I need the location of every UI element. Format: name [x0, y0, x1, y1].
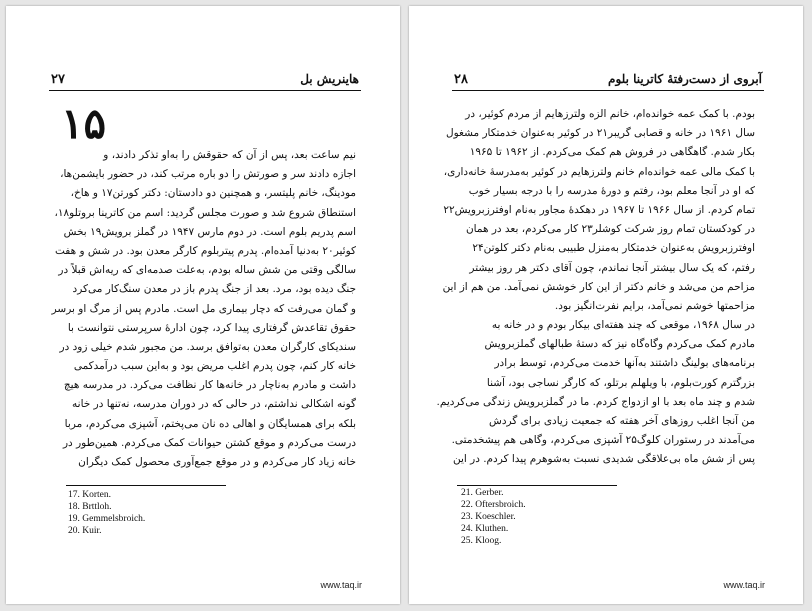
text-line: اوفترزبرویش به‌عنوان خدمتکار به‌منزل طبیبی به‌نام دکتر کلوتن۲۴ [472, 242, 755, 255]
text-line: نیم ساعت بعد، پس از آن که حقوقش را به‌او تذکر دادند، و [103, 149, 356, 161]
body-text [436, 105, 755, 470]
footnote: 18. Brttloh. [68, 502, 112, 512]
text-line: در کودکستان تمام روز شرکت کوشلر۲۳ کار می‌کردم، بعد در همان [465, 223, 755, 236]
chapter-number: ۱۵ [61, 99, 107, 148]
footnotes [68, 489, 145, 537]
page-header [49, 72, 361, 91]
text-line: در سال ۱۹۶۸، موقعی که چند هفته‌ای بیکار بودم و در خانه به [491, 319, 755, 332]
footnote: 23. Koeschler. [461, 512, 516, 522]
footnote: 17. Korten. [68, 490, 112, 500]
text-line: اسم پدریم بلوم است. در دوم مارس ۱۹۴۷ در گملز برویش۱۹ بخش [63, 225, 356, 238]
text-line: مزاحم من می‌شد و خانم دکتر از این کار خوشش نمی‌آمد. من هم از این [442, 280, 755, 293]
text-line: خانه کار کنم، چون پدرم اغلب مریض بود و به‌این سبب درآمدکمی [73, 360, 356, 373]
body-text [51, 146, 356, 472]
text-line: بزرگترم کورت‌بلوم، با ویلهلم برتلو، که کارگر نساجی بود، آشنا [486, 376, 755, 389]
page-header [452, 72, 764, 91]
footer-url: www.taq.ir [320, 580, 362, 590]
text-line: تمام کردم. از سال ۱۹۶۶ تا ۱۹۶۷ در دهکدهٔ مجاور به‌نام اوفترزبرویش۲۲ [443, 203, 755, 216]
footer-url: www.taq.ir [723, 580, 765, 590]
text-line: سندیکای کارگران معدن به‌توافق برسد. من مجبور شدم خیلی زود در [59, 340, 356, 353]
text-line: شدم و چند ماه بعد با او ازدواج کردم. ما در گملزبرویش زندگی می‌کردیم. [436, 395, 755, 408]
text-line: سالگی وقتی من شش ساله بودم، به‌علت صدمه‌ای که ریه‌اش قبلاً در [58, 264, 356, 277]
text-line: می‌آمدند در رستوران کلوگ۲۵ آشپزی می‌کردم، وگاهی هم پیشخدمتی. [451, 434, 755, 447]
footnote: 25. Kloog. [461, 536, 502, 546]
text-line: اجازه دادند سر و صورتش را دو باره مرتب کند، در حضور بایشمن‌ها، [60, 168, 356, 181]
text-line: من آنجا اغلب روزهای آخر هفته که جمعیت زیادی برای گردش [489, 415, 755, 427]
text-line: خانه زیاد کار می‌کردم و در موقع جمع‌آوری محصول کمک دیگران [78, 456, 356, 468]
running-title: هاینریش بل [300, 72, 359, 86]
text-line: برنامه‌های بولینگ داشتند به‌آنها خدمت می‌کردم، توسط برادر [494, 357, 755, 370]
text-line: با کمک مالی عمه خوانده‌ام خانم ولترزهایم در کوئیر به‌مدرسهٔ خانه‌داری، [443, 165, 755, 178]
text-line: بودم. با کمک عمه خوانده‌ام، خانم الزه ولترزهایم از مردم کوئیر، در [465, 108, 755, 120]
text-line: بلکه برای همسایگان و اهالی ده نان می‌پختم، آشپزی می‌کردم، مربا [64, 417, 356, 430]
footnote: 24. Kluthen. [461, 524, 509, 534]
text-line: و گمان می‌رفت که دچار بیماری مل است. مادرم پس از مرگ او برسر [51, 302, 356, 315]
text-line: داشت و مادرم به‌ناچار در خانه‌ها کار نظافت می‌کرد. در مدرسه هیچ [63, 379, 356, 392]
text-line: حقوق تقاعدش گرفتاری پیدا کرد، چون ادارهٔ سرپرستی نتوانست با [67, 321, 356, 334]
footnote: 22. Oftersbroich. [461, 500, 526, 510]
text-line: بکار شدم. گاهگاهی در فروش هم کمک می‌کردم. از ۱۹۶۲ تا ۱۹۶۵ [469, 146, 755, 159]
text-line: مودینگ، خانم پلیتسر، و همچنین دو دادستان: دکتر کورتن۱۷ و هاخ، [70, 187, 356, 200]
text-line: درست می‌کردم و موقع کشتن حیوانات کمک می‌کردم. همین‌طور در [62, 436, 356, 449]
running-title: آبروی از دست‌رفتهٔ کاترینا بلوم [608, 72, 762, 86]
text-line: مادرم کمک می‌کردم وگاه‌گاه نیز که دستهٔ طبالهای گملزبرویش [484, 338, 755, 351]
page-number: ۲۷ [51, 72, 65, 87]
footnote: 21. Gerber. [461, 488, 504, 498]
text-line: پس از شش ماه بی‌علاقگی شدیدی نسبت به‌شوهرم پیدا کردم. در این [452, 453, 755, 466]
right-page [409, 6, 803, 604]
text-line: استنطاق شروع شد و صورت مجلس گردید: اسم من کاترینا بروتلو۱۸، [54, 206, 356, 219]
footnote-rule [457, 485, 617, 486]
footnote: 19. Gemmelsbroich. [68, 514, 146, 524]
footnote-rule [66, 485, 226, 486]
footnote: 20. Kuir. [68, 526, 102, 536]
left-page [6, 6, 400, 604]
text-line: مزاحمتها خوشم نمی‌آمد، برایم نفرت‌انگیز بود. [554, 299, 755, 312]
text-line: جنگ دیده بود، مرد. بعد از جنگ پدرم باز در معدن سنگ‌کار می‌کرد [72, 283, 356, 296]
text-line: گونه اشکالی نداشتم، در حالی که در دوران مدرسه، نه‌تنها در خانه [72, 398, 356, 411]
text-line: رفتم، که یک سال بیشتر آنجا نماندم، چون آقای دکتر هر روز بیشتر [469, 261, 755, 274]
text-line: سال ۱۹۶۱ در خانه و قصابی گریبر۲۱ در کوئیر به‌عنوان خدمتکار مشغول [446, 127, 755, 140]
text-line: کوئیر۲۰ به‌دنیا آمده‌ام. پدرم پیتربلوم کارگر معدن بود. در شش و هفت [54, 244, 356, 257]
text-line: که او در آنجا معلم بود، رفتم و دورهٔ مدرسه را با درجه بسیار خوب [468, 184, 755, 197]
footnotes [461, 487, 526, 547]
page-number: ۲۸ [454, 72, 468, 87]
